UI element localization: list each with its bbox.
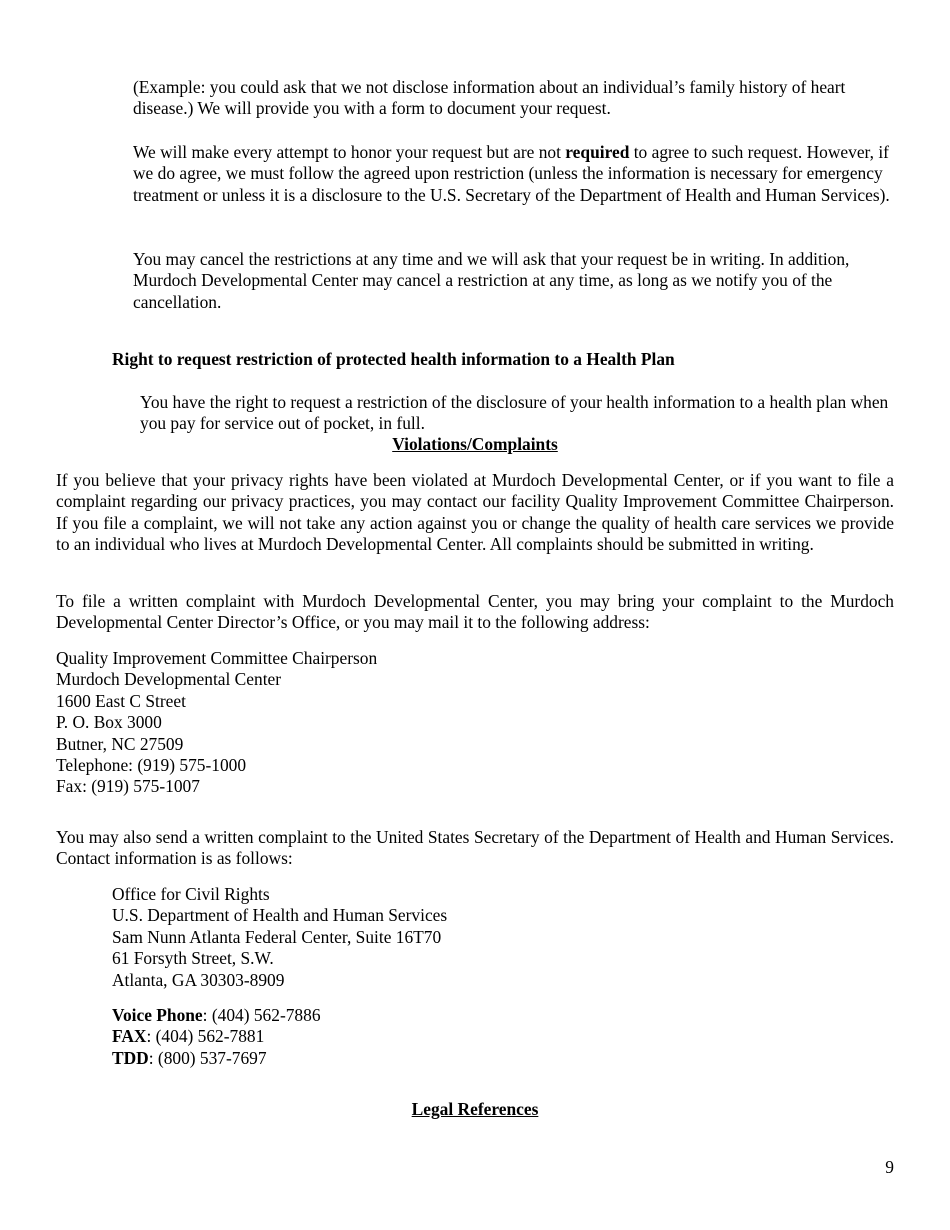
privacy-violation-paragraph: If you believe that your privacy rights have been violated at Murdoch Developmental Center, or if you want to file a complaint regarding our privacy practices, you may contact our facility Quality Improvement Committee Chairperson. If you file a complaint, we will not take any action against you or change the quality of health care services we provide to an individual who lives at Murdoch Developmental Center. All complaints should be submitted in writing. (56, 470, 894, 555)
fax-line (112, 1026, 812, 1047)
honor-request-paragraph (133, 142, 893, 206)
contact-label: TDD (112, 1047, 149, 1068)
page-number: 9 (885, 1157, 894, 1177)
address-line: Butner, NC 27509 (56, 733, 184, 754)
address-line: Atlanta, GA 30303-8909 (112, 969, 285, 990)
required-emphasis: required (565, 142, 630, 162)
contact-label: FAX (112, 1026, 147, 1047)
address-line: 61 Forsyth Street, S.W. (112, 948, 274, 969)
honor-text-end: to agree to such request. However, if we do agree, we must follow the agreed upon restriction (unless the information is necessary for emergency treatment or unless it is a disclosure to the U.S. Secretary of the Department of Health and Human Services). (133, 142, 890, 205)
address-line: U.S. Department of Health and Human Services (112, 905, 448, 926)
address-line: Murdoch Developmental Center (56, 669, 282, 690)
voice-phone-line (112, 1005, 812, 1026)
contact-value: : (404) 562-7886 (202, 1005, 321, 1025)
health-plan-paragraph: You have the right to request a restriction of the disclosure of your health information to a health plan when you pay for service out of pocket, in full. (140, 392, 889, 434)
address-line: Sam Nunn Atlanta Federal Center, Suite 16T70 (112, 926, 442, 947)
contact-value: : (800) 537-7697 (148, 1047, 267, 1068)
address-line: 1600 East C Street (56, 690, 186, 711)
honor-text-start: We will make every attempt to honor your request but are not (133, 142, 566, 162)
address-line: P. O. Box 3000 (56, 712, 162, 733)
contact-value: : (404) 562-7881 (146, 1026, 265, 1047)
fax-line: Fax: (919) 575-1007 (56, 776, 200, 797)
cancel-restrictions-paragraph: You may cancel the restrictions at any time and we will ask that your request be in writing. In addition, Murdoch Developmental Center may cancel a restriction at any time, as long as we notify you of the cancellation. (133, 249, 850, 312)
telephone-line: Telephone: (919) 575-1000 (56, 755, 247, 776)
tdd-line (112, 1048, 812, 1069)
hhs-complaint-paragraph: You may also send a written complaint to the United States Secretary of the Department of Health and Human Services. Contact information is as follows: (56, 827, 894, 869)
file-complaint-paragraph: To file a written complaint with Murdoch Developmental Center, you may bring your complaint to the Murdoch Developmental Center Director’s Office, or you may mail it to the following address: (56, 591, 894, 633)
health-plan-heading: Right to request restriction of protected health information to a Health Plan (112, 349, 675, 369)
facility-address-block (56, 648, 894, 798)
address-line: Quality Improvement Committee Chairperson (56, 648, 378, 668)
violations-complaints-heading: Violations/Complaints (392, 434, 558, 454)
contact-label: Voice Phone (112, 1005, 203, 1025)
ocr-address-block (112, 884, 812, 991)
ocr-contacts-block (112, 1005, 812, 1069)
example-paragraph: (Example: you could ask that we not disclose information about an individual’s family history of heart disease.) We will provide you with a form to document your request. (133, 77, 846, 119)
address-line: Office for Civil Rights (112, 884, 270, 904)
legal-references-heading: Legal References (411, 1099, 539, 1119)
